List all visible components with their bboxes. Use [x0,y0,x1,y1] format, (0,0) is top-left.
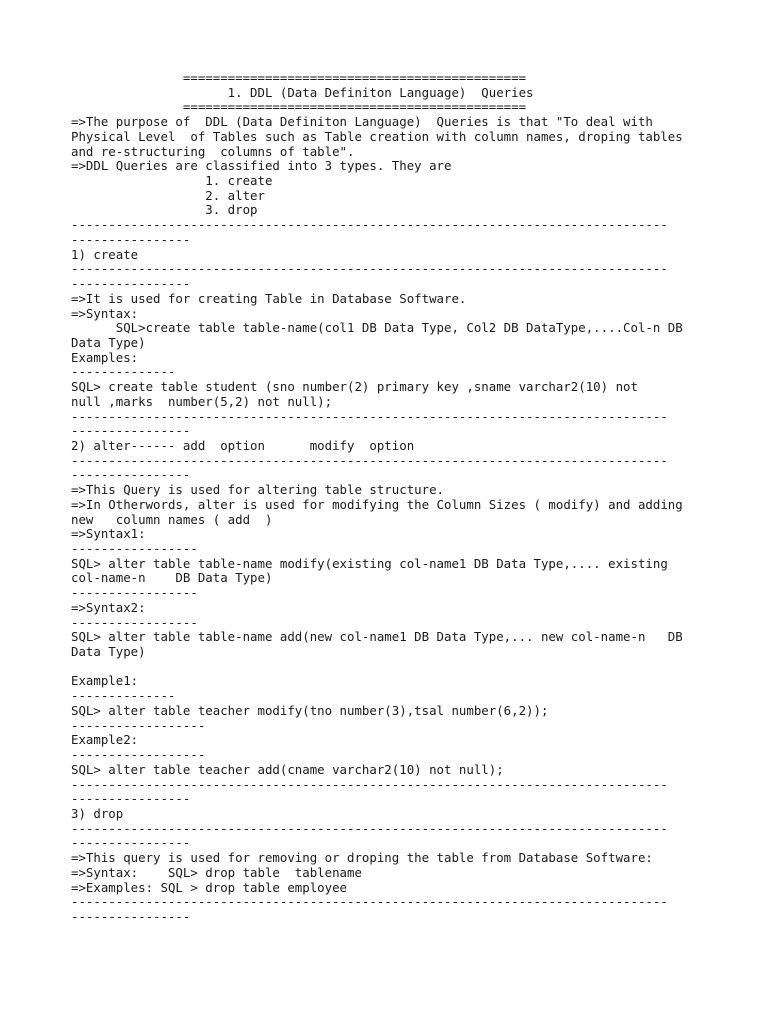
separator-line: ---------------- [71,908,191,924]
section-heading: 2) alter------ add option modify option [71,437,415,453]
section-heading: 3) drop [71,805,124,821]
separator-line: -------------------------------------------------------------------------------- [71,894,668,910]
text-line: 1. create [71,173,273,189]
document-page [71,71,701,925]
section-heading: 1) create [71,246,139,262]
text-line: =>The purpose of DDL (Data Definiton Language) Queries is that "To deal with [71,114,653,130]
text-line: =>Syntax1: [71,526,146,542]
text-line: =>Examples: SQL > drop table employee [71,879,348,895]
sql-statement-line: SQL>create table table-name(col1 DB Data Type, Col2 DB DataType,....Col-n DB [71,320,683,336]
sql-statement-line: SQL> alter table table-name modify(existing col-name1 DB Data Type,.... existing [71,555,668,571]
separator-line: ----------------- [71,614,198,630]
text-line: Data Type) [71,334,146,350]
sql-statement-line: SQL> alter table teacher modify(tno number(3),tsal number(6,2)); [71,702,549,718]
sql-statement-line: SQL> alter table teacher add(cname varchar2(10) not null); [71,761,504,777]
text-line: =>It is used for creating Table in Database Software. [71,290,467,306]
sql-statement-line: SQL> create table student (sno number(2) primary key ,sname varchar2(10) not [71,379,638,395]
separator-line: -------------------------------------------------------------------------------- [71,217,668,233]
text-line: =>Syntax: [71,305,139,321]
separator-line: -------------------------------------------------------------------------------- [71,820,668,836]
separator-line: ------------------ [71,717,206,733]
separator-line: -------------- [71,364,176,380]
text-line: =>This Query is used for altering table structure. [71,482,444,498]
text-line: =>Syntax: SQL> drop table tablename [71,864,362,880]
text-line: Examples: [71,349,139,365]
separator-line: ------------------ [71,747,206,763]
text-line: =>Syntax2: [71,599,146,615]
separator-line: -------------------------------------------------------------------------------- [71,452,668,468]
text-line: Physical Level of Tables such as Table creation with column names, droping tables [71,128,683,144]
text-line: and re-structuring columns of table". [71,143,355,159]
separator-line: -------------- [71,688,176,704]
text-line: 1. DDL (Data Definiton Language) Queries [71,84,534,100]
separator-line: ---------------- [71,423,191,439]
heading-rule: ============================================== [71,70,527,85]
heading-rule: ============================================== [71,99,527,115]
text-line: Data Type) [71,644,146,660]
separator-line: ---------------- [71,276,191,292]
text-line: new column names ( add ) [71,511,273,527]
text-line: =>In Otherwords, alter is used for modifying the Column Sizes ( modify) and adding [71,496,683,512]
separator-line: ---------------- [71,467,191,483]
separator-line: ----------------- [71,541,198,556]
text-line: 2. alter [71,187,265,203]
separator-line: -------------------------------------------------------------------------------- [71,776,668,792]
text-line: Example1: [71,673,139,689]
separator-line: -------------------------------------------------------------------------------- [71,408,668,424]
text-line: =>DDL Queries are classified into 3 types. They are [71,158,452,174]
text-line: 3. drop [71,202,258,218]
blank-line [71,660,701,675]
document-text-body [71,71,701,925]
text-line: col-name-n DB Data Type) [71,570,273,586]
text-line: =>This query is used for removing or droping the table from Database Software: [71,850,653,866]
separator-line: ----------------- [71,585,198,601]
separator-line: ---------------- [71,835,191,851]
separator-line: ---------------- [71,791,191,807]
separator-line: ---------------- [71,231,191,247]
separator-line: -------------------------------------------------------------------------------- [71,261,668,277]
sql-statement-line: SQL> alter table table-name add(new col-name1 DB Data Type,... new col-name-n DB [71,629,683,645]
text-line: null ,marks number(5,2) not null); [71,393,333,409]
text-line: Example2: [71,732,139,748]
